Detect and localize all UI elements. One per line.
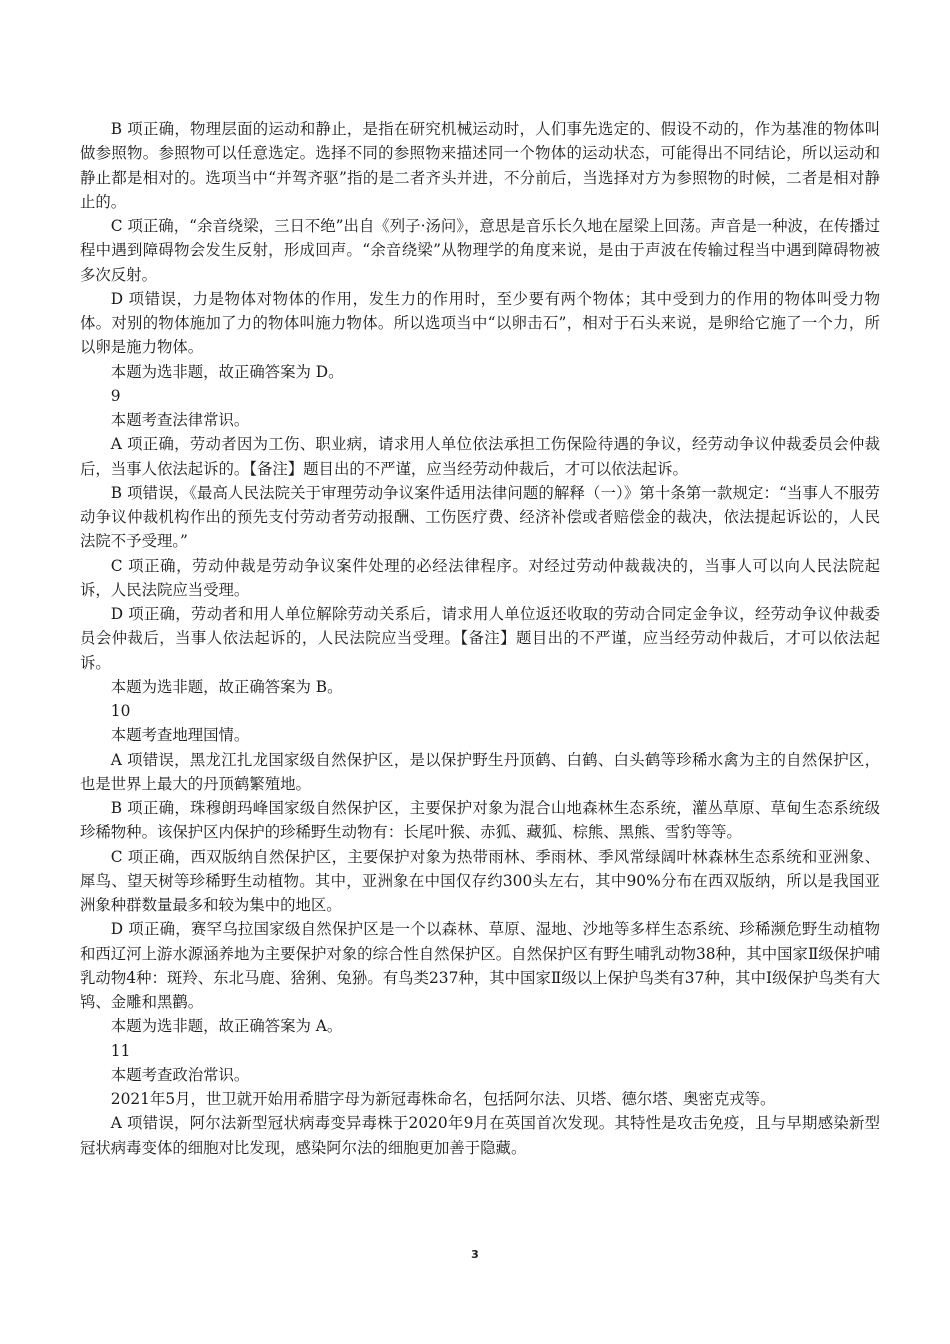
paragraph-q10-option-c: C 项正确，西双版纳自然保护区，主要保护对象为热带雨林、季雨林、季风常绿阔叶林森林生态系统和亚洲象、犀鸟、望天树等珍稀野生动植物。其中，亚洲象在中国仅存约300头左右，其中90%分布在西双版纳，所以是我国亚洲象种群数量最多和较为集中的地区。 <box>80 847 880 914</box>
page-number: 3 <box>471 1248 479 1261</box>
paragraph-q11-option-a: A 项错误，阿尔法新型冠状病毒变异毒株于2020年9月在英国首次发现。其特性是攻击免疫，且与早期感染新型冠状病毒变体的细胞对比发现，感染阿尔法的细胞更加善于隐藏。 <box>80 1114 880 1157</box>
paragraph-q11-topic: 本题考查政治常识。 <box>110 1065 250 1084</box>
paragraph-q9-answer: 本题为选非题，故正确答案为 B。 <box>110 677 343 696</box>
paragraph-q10-option-a: A 项错误，黑龙江扎龙国家级自然保护区，是以保护野生丹顶鹤、白鹤、白头鹤等珍稀水禽为主的自然保护区，也是世界上最大的丹顶鹤繁殖地。 <box>80 750 880 793</box>
question-number-10: 10 <box>110 702 131 720</box>
paragraph-q10-option-b: B 项正确，珠穆朗玛峰国家级自然保护区，主要保护对象为混合山地森林生态系统，灌丛草原、草甸生态系统级珍稀物种。该保护区内保护的珍稀野生动物有：长尾叶猴、赤狐、藏狐、棕熊、黑熊、雪豹等等。 <box>80 799 880 842</box>
answer-explanations <box>80 117 880 1160</box>
paragraph-q9-topic: 本题考查法律常识。 <box>110 411 250 429</box>
paragraph-q8-option-d: D 项错误，力是物体对物体的作用，发生力的作用时，至少要有两个物体；其中受到力的作用的物体叫受力物体。对别的物体施加了力的物体叫施力物体。所以选项当中“以卵击石”，相对于石头来说，是卵给它施了一个力，所以卵是施力物体。 <box>80 289 880 357</box>
paragraph-q9-option-c: C 项正确，劳动仲裁是劳动争议案件处理的必经法律程序。对经过劳动仲裁裁决的，当事人可以向人民法院起诉，人民法院应当受理。 <box>80 556 880 599</box>
paragraph-q9-option-b: B 项错误，《最高人民法院关于审理劳动争议案件适用法律问题的解释（一）》第十条第一款规定：“当事人不服劳动争议仲裁机构作出的预先支付劳动者劳动报酬、工伤医疗费、经济补偿或者赔偿金的裁决，依法提起诉讼的，人民法院不予受理。” <box>80 483 880 551</box>
paragraph-q8-answer: 本题为选非题，故正确答案为 D。 <box>110 362 344 381</box>
paragraph-q8-option-c: C 项正确，“余音绕梁，三日不绝”出自《列子·汤问》，意思是音乐长久地在屋梁上回荡。声音是一种波，在传播过程中遇到障碍物会发生反射，形成回声。“余音绕梁”从物理学的角度来说，是由于声波在传输过程当中遇到障碍物被多次反射。 <box>80 217 880 284</box>
paragraph-q9-option-a: A 项正确，劳动者因为工伤、职业病，请求用人单位依法承担工伤保险待遇的争议，经劳动争议仲裁委员会仲裁后，当事人依法起诉的。【备注】题目出的不严谨，应当经劳动仲裁后，才可以依法起诉。 <box>80 435 880 478</box>
paragraph-q8-option-b: B 项正确，物理层面的运动和静止，是指在研究机械运动时，人们事先选定的、假设不动的，作为基准的物体叫做参照物。参照物可以任意选定。选择不同的参照物来描述同一个物体的运动状态，可能得出不同结论，所以运动和静止都是相对的。选项当中“并驾齐驱”指的是二者齐头并进，不分前后，当选择对方为参照物的时候，二者是相对静止的。 <box>80 120 880 211</box>
paragraph-q10-option-d: D 项正确，赛罕乌拉国家级自然保护区是一个以森林、草原、湿地、沙地等多样生态系统、珍稀濒危野生动植物和西辽河上游水源涵养地为主要保护对象的综合性自然保护区。自然保护区有野生哺乳动物38种，其中国家Ⅱ级保护哺乳动物4种：斑羚、东北马鹿、猞猁、兔狲。有鸟类237种，其中国家Ⅱ级以上保护鸟类有37种，其中Ⅰ级保护鸟类有大鸨、金雕和黑鹳。 <box>80 920 880 1011</box>
paragraph-q9-option-d: D 项正确，劳动者和用人单位解除劳动关系后，请求用人单位返还收取的劳动合同定金争议，经劳动争议仲裁委员会仲裁后，当事人依法起诉的，人民法院应当受理。【备注】题目出的不严谨，应当经劳动仲裁后，才可以依法起诉。 <box>80 605 880 672</box>
paragraph-q10-topic: 本题考查地理国情。 <box>110 726 250 745</box>
question-number-9: 9 <box>110 386 121 405</box>
question-number-11: 11 <box>110 1041 131 1060</box>
paragraph-q11-background: 2021年5月，世卫就开始用希腊字母为新冠毒株命名，包括阿尔法、贝塔、德尔塔、奥密克戎等。 <box>110 1090 776 1108</box>
paragraph-q10-answer: 本题为选非题，故正确答案为 A。 <box>110 1017 343 1036</box>
